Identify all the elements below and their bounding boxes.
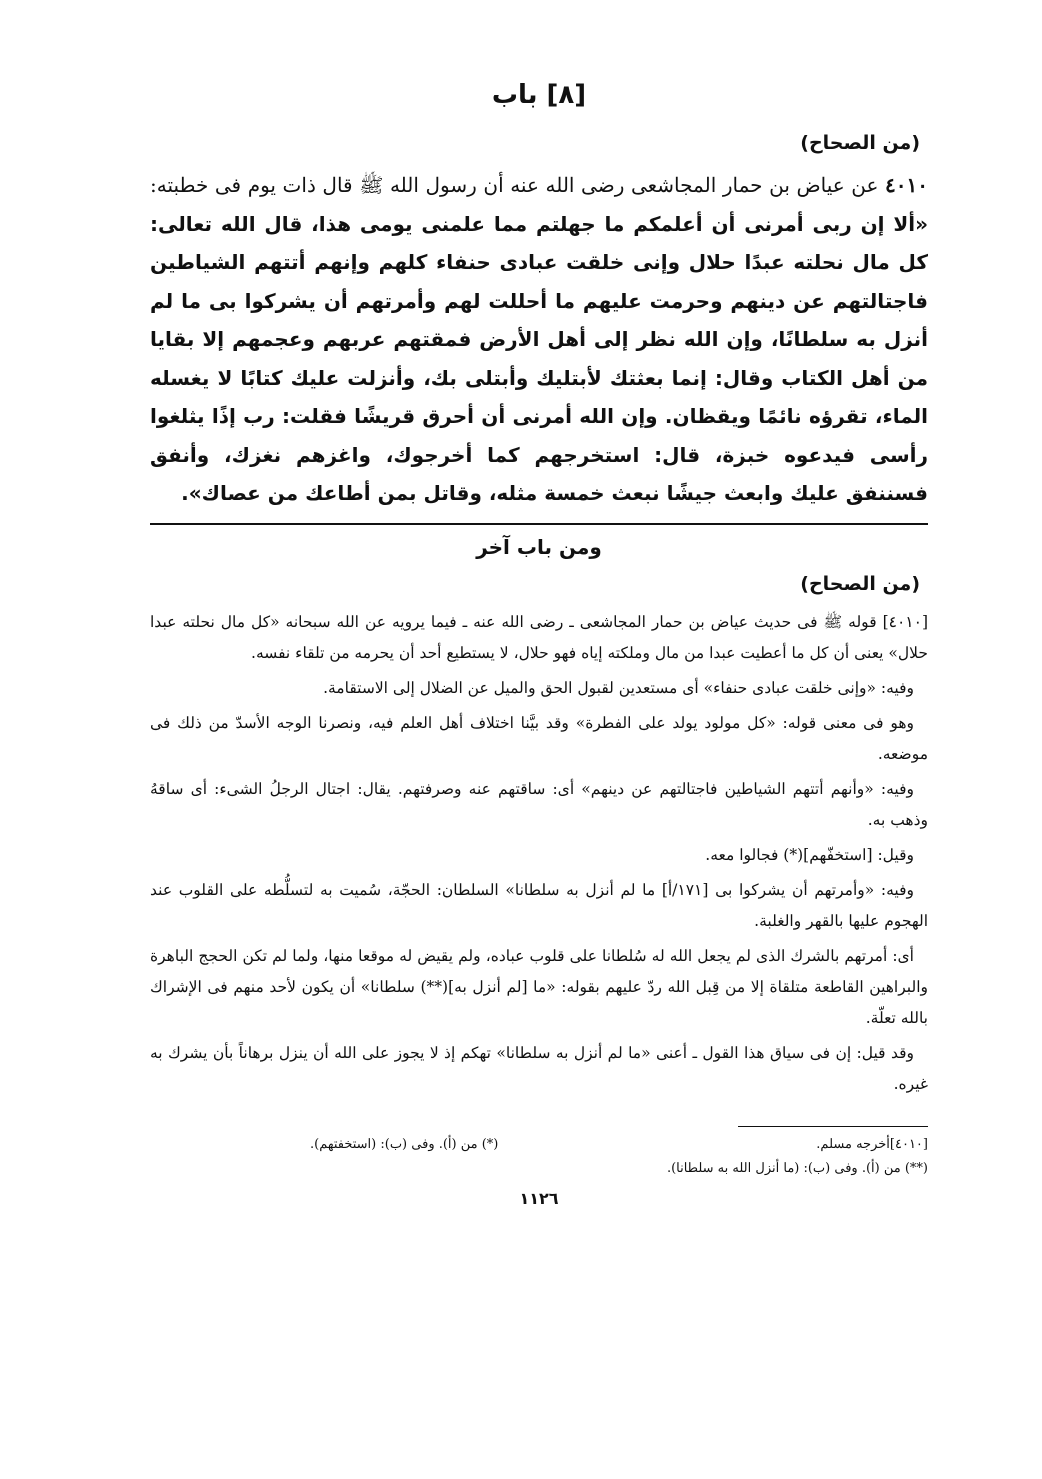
- footnote-row: [150, 1133, 928, 1157]
- hadith-number: ٤٠١٠: [885, 173, 929, 197]
- chapter-title: [٨] باب: [491, 80, 587, 110]
- page-number: ١١٢٦: [519, 1188, 559, 1208]
- commentary-paragraph: وفيه: «وإنى خلقت عبادى حنفاء» أى مستعدين لقبول الحق والميل عن الضلال إلى الاستقامة.: [323, 678, 914, 697]
- footnote-variant: (*) من (أ). وفى (ب): (استخفتهم).: [310, 1136, 499, 1152]
- commentary-paragraph: وقد قيل: إن فى سياق هذا القول ـ أعنى «ما لم أنزل به سلطانا» تهكم إذ لا يجوز على الله أن ينزل برهاناً بأن يشرك به غيره.: [150, 1043, 928, 1093]
- commentary-paragraph: أى: أمرتهم بالشرك الذى لم يجعل الله له سُلطانا على قلوب عباده، ولم يقيض له موقعا منها، ولما لم تكن الحجج الباهرة والبراهين القاطعة متلقاة إلا من قِبل الله ردّ عليهم بقوله: «ما [لم أنزل به](**) سلطانا» أن يكون لأحد منهم فى الإشراك بالله تعلّة.: [150, 946, 928, 1027]
- commentary-paragraph: وهو فى معنى قوله: «كل مولود يولد على الفطرة» وقد بيَّنا اختلاف أهل العلم فيه، ونصرنا الوجه الأسدّ من ذلك فى موضعه.: [150, 713, 928, 763]
- footnote-variant: (**) من (أ). وفى (ب): (ما أنزل الله به سلطانا).: [666, 1160, 928, 1176]
- hadith-source-label: (من الصحاح): [800, 132, 920, 154]
- commentary-paragraph: وفيه: «وأمرتهم أن يشركوا بى [١٧١/أ] ما لم أنزل به سلطانا» السلطان: الحجّة، سُميت به لتسلُّطه على القلوب عند الهجوم عليها بالقهر والغلبة.: [150, 880, 928, 930]
- footnote-divider: [738, 1126, 928, 1127]
- commentary-source-label: (من الصحاح): [800, 572, 920, 595]
- commentary-paragraph: وفيه: «وأنهم أتتهم الشياطين فاجتالتهم عن دينهم» أى: ساقتهم عنه وصرفتهم. يقال: اجتال الرجلُ الشىء: أى ساقهُ وذهب به.: [150, 779, 928, 829]
- page-content: [150, 60, 928, 1208]
- section-title: ومن باب آخر: [476, 534, 602, 559]
- hadith-isnad: عن عياض بن حمار المجاشعى رضى الله عنه أن رسول الله ﷺ قال ذات يوم فى خطبته:: [150, 173, 879, 197]
- commentary-paragraph: وقيل: [استخفّهم](*) فجالوا معه.: [705, 845, 914, 864]
- hadith-matn: «ألا إن ربى أمرنى أن أعلمكم ما جهلتم مما علمنى يومى هذا، قال الله تعالى: كل مال نحلته عبدًا حلال وإنى خلقت عبادى حنفاء كلهم وإنهم أتتهم الشياطين فاجتالتهم عن دينهم وحرمت عليهم ما أحللت لهم وأمرتهم أن يشركوا بى ما لم أنزل به سلطانًا، وإن الله نظر إلى أهل الأرض فمقتهم عربهم وعجمهم إلا بقايا من أهل الكتاب وقال: إنما بعثتك لأبتليك وأبتلى بك، وأنزلت عليك كتابًا لا يغسله الماء، تقرؤه نائمًا ويقظان. وإن الله أمرنى أن أحرق قريشًا فقلت: رب إذًا يثلغوا رأسى فيدعوه خبزة، قال: استخرجهم كما أخرجوك، واغزهم نغزك، وأنفق فسننفق عليك وابعث جيشًا نبعث خمسة مثله، وقاتل بمن أطاعك من عصاك».: [150, 211, 928, 505]
- footnotes: [150, 1133, 928, 1181]
- commentary-paragraph: [٤٠١٠] قوله ﷺ فى حديث عياض بن حمار المجاشعى ـ رضى الله عنه ـ فيما يرويه عن الله سبحانه «كل مال نحلته عبدا حلال» يعنى أن كل ما أعطيت عبدا من مال وملكته إياه فهو حلال، لا يستطيع أحد أن يحرمه من تلقاء نفسه.: [150, 612, 928, 662]
- hadith-text: [150, 166, 928, 513]
- footnote-takhrij: [٤٠١٠]أخرجه مسلم.: [816, 1136, 928, 1152]
- section-divider: [150, 523, 928, 525]
